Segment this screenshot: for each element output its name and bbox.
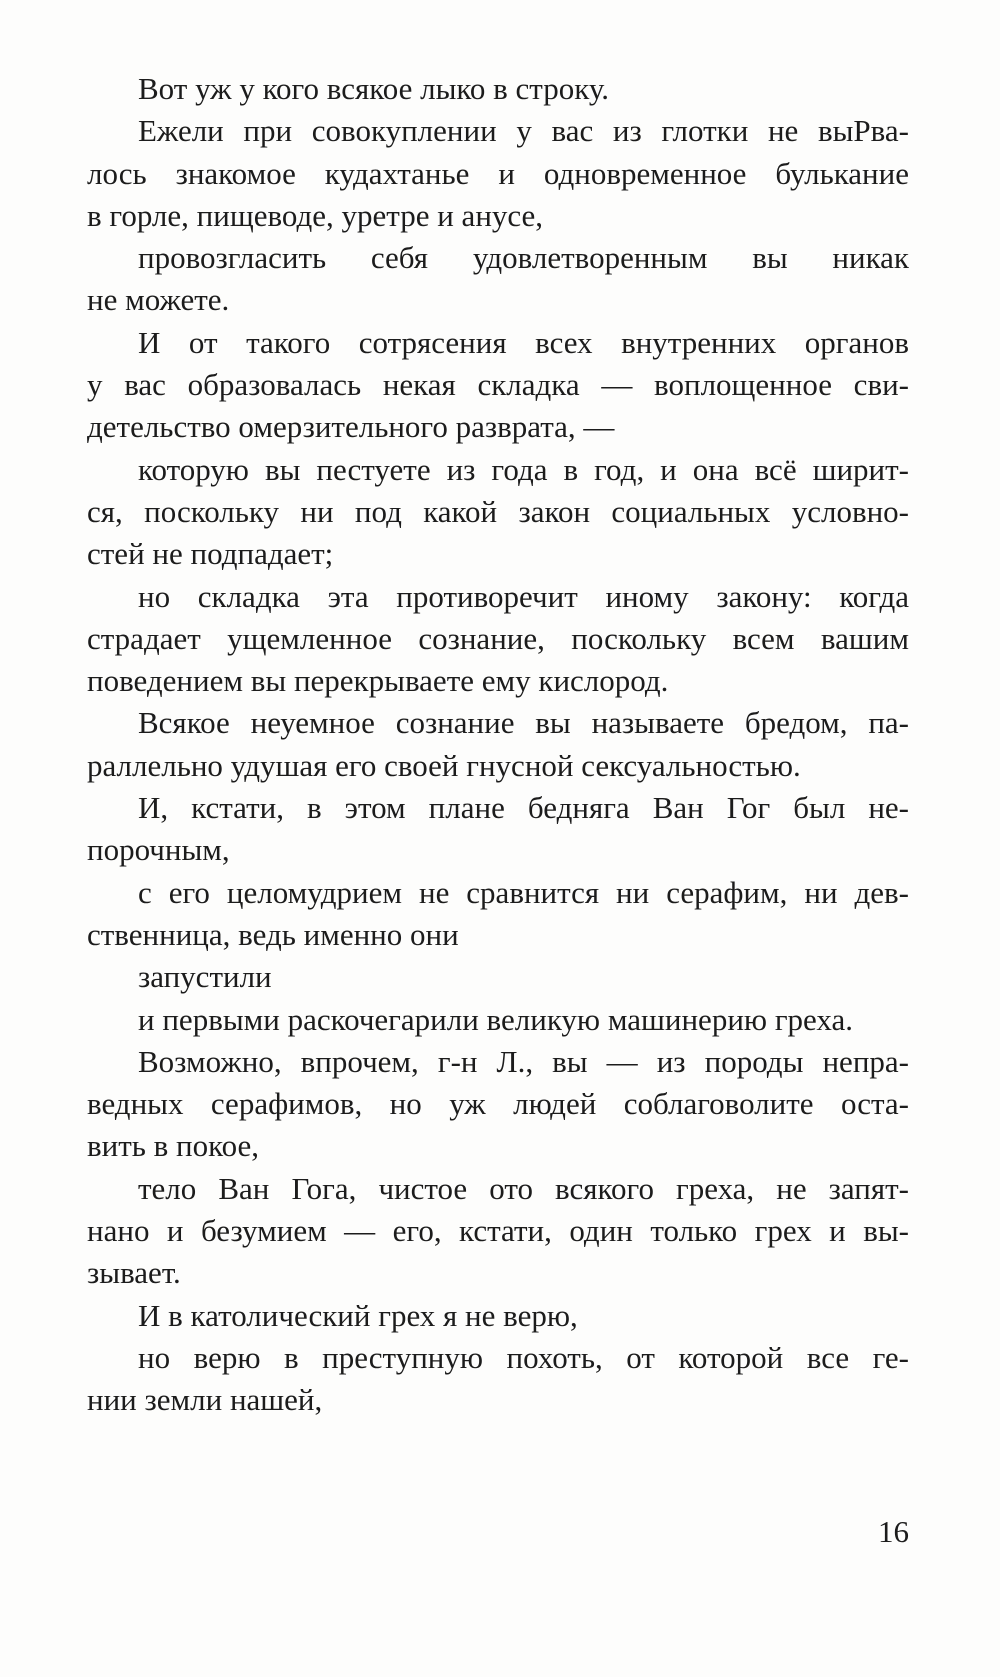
page-number: 16	[878, 1514, 909, 1549]
text-line: Вот уж у кого всякое лыко в строку.	[138, 71, 609, 106]
text-line: страдает ущемленное сознание, поскольку всем вашим	[87, 620, 909, 656]
body-text	[87, 68, 909, 1422]
text-line: нии земли нашей,	[87, 1382, 323, 1418]
text-line: но верю в преступную похоть, от которой все ге-	[138, 1339, 909, 1375]
text-line: ся, поскольку ни под какой закон социальных условно-	[87, 493, 909, 529]
text-line: не можете.	[87, 282, 230, 318]
text-line: тело Ван Гога, чистое ото всякого греха, не запят-	[138, 1170, 909, 1206]
text-line: лось знакомое кудахтанье и одновременное булькание	[87, 155, 909, 191]
text-line: провозгласить себя удовлетворенным вы никак	[138, 240, 909, 276]
text-line: которую вы пестуете из года в год, и она всё ширит-	[138, 451, 909, 487]
text-line: ведных серафимов, но уж людей соблаговолите оста-	[87, 1086, 909, 1122]
text-line: ственница, ведь именно они	[87, 916, 459, 952]
text-line: Ежели при совокуплении у вас из глотки не выРва-	[138, 113, 909, 149]
text-line: но складка эта противоречит иному закону: когда	[138, 578, 909, 614]
text-line: Возможно, впрочем, г-н Л., вы — из породы непра-	[138, 1043, 909, 1079]
text-line: нано и безумием — его, кстати, один только грех и вы-	[87, 1213, 909, 1249]
text-line: И в католический грех я не верю,	[138, 1297, 578, 1333]
text-line: в горле, пищеводе, уретре и анусе,	[87, 197, 544, 233]
text-line: и первыми раскочегарили великую машинерию греха.	[138, 1001, 853, 1037]
text-line: детельство омерзительного разврата, —	[87, 409, 615, 445]
text-line: порочным,	[87, 832, 230, 868]
text-line: И от такого сотрясения всех внутренних органов	[138, 324, 909, 360]
text-line: вить в покое,	[87, 1128, 260, 1164]
text-line: стей не подпадает;	[87, 536, 334, 572]
text-line: с его целомудрием не сравнится ни серафим, ни дев-	[138, 874, 909, 910]
text-line: И, кстати, в этом плане бедняга Ван Гог был не-	[138, 790, 909, 826]
text-line: запустили	[138, 959, 272, 995]
text-line: зывает.	[87, 1255, 181, 1291]
text-line: у вас образовалась некая складка — воплощенное сви-	[87, 367, 909, 403]
text-line: раллельно удушая его своей гнусной сексуальностью.	[87, 747, 801, 783]
text-line: поведением вы перекрываете ему кислород.	[87, 663, 669, 699]
text-line: Всякое неуемное сознание вы называете бредом, па-	[138, 705, 909, 741]
